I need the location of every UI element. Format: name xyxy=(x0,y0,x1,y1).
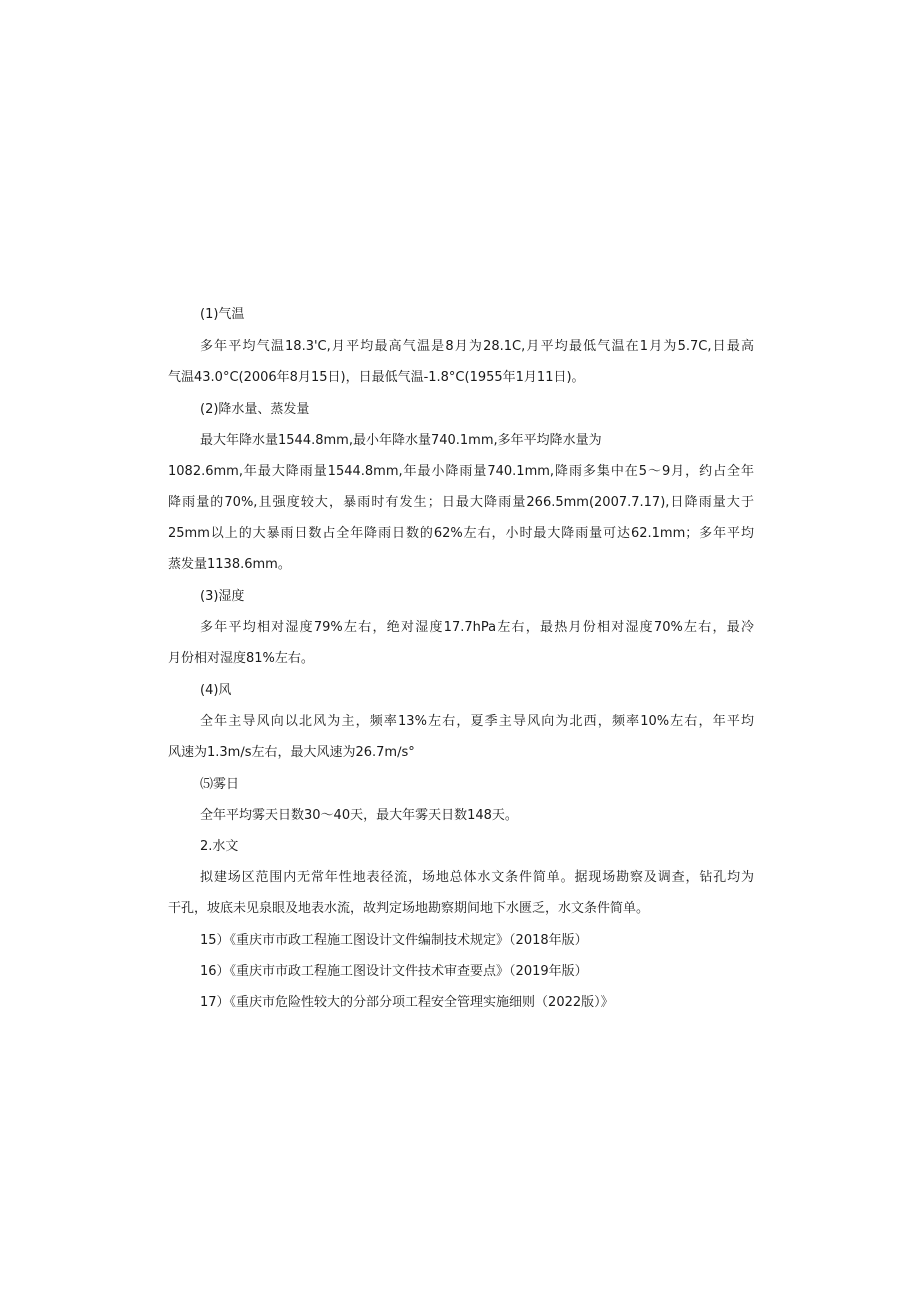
paragraph-line: 25mm以上的大暴雨日数占全年降雨日数的62%左右，小时最大降雨量可达62.1mm；多年平均 xyxy=(168,526,754,541)
heading-fog-days: ⑸雾日 xyxy=(200,777,240,792)
paragraph-line: 干孔，坡底未见泉眼及地表水流，故判定场地勘察期间地下水匮乏，水文条件简单。 xyxy=(168,901,650,916)
paragraph-line: 全年平均雾天日数30～40天，最大年雾天日数148天。 xyxy=(200,808,518,823)
paragraph-line: 蒸发量1138.6mm。 xyxy=(168,557,291,572)
paragraph-line: 1082.6mm,年最大降雨量1544.8mm,年最小降雨量740.1mm,降雨多集中在5～9月，约占全年 xyxy=(168,464,754,479)
paragraph-line: 风速为1.3m∕s左右，最大风速为26.7m∕s° xyxy=(168,745,415,760)
paragraph-line: 全年主导风向以北风为主，频率13%左右，夏季主导风向为北西，频率10%左右，年平均 xyxy=(200,714,754,729)
reference-item: 15）《重庆市市政工程施工图设计文件编制技术规定》（2018年版） xyxy=(200,933,588,948)
paragraph-line: 最大年降水量1544.8mm,最小年降水量740.1mm,多年平均降水量为 xyxy=(200,433,602,448)
paragraph-line: 降雨量的70%,且强度较大，暴雨时有发生；日最大降雨量266.5mm(2007.7.17),日降雨量大于 xyxy=(168,495,754,510)
paragraph-line: 多年平均相对湿度79%左右，绝对湿度17.7hPa左右，最热月份相对湿度70%左右，最冷 xyxy=(200,620,754,635)
heading-humidity: (3)湿度 xyxy=(200,589,245,604)
paragraph-line: 多年平均气温18.3'C,月平均最高气温是8月为28.1C,月平均最低气温在1月为5.7C,日最高 xyxy=(200,339,754,354)
heading-hydrology: 2.水文 xyxy=(200,839,239,854)
reference-item: 17）《重庆市危险性较大的分部分项工程安全管理实施细则（2022版）》 xyxy=(200,995,614,1010)
paragraph-line: 拟建场区范围内无常年性地表径流，场地总体水文条件简单。据现场勘察及调查，钻孔均为 xyxy=(200,870,754,885)
heading-temperature: (1)气温 xyxy=(200,307,245,322)
reference-item: 16）《重庆市市政工程施工图设计文件技术审查要点》（2019年版） xyxy=(200,964,588,979)
heading-precipitation: (2)降水量、蒸发量 xyxy=(200,402,310,417)
heading-wind: (4)风 xyxy=(200,683,232,698)
paragraph-line: 气温43.0°C(2006年8月15日)，日最低气温-1.8°C(1955年1月11日)。 xyxy=(168,370,585,385)
paragraph-line: 月份相对湿度81%左右。 xyxy=(168,651,314,666)
